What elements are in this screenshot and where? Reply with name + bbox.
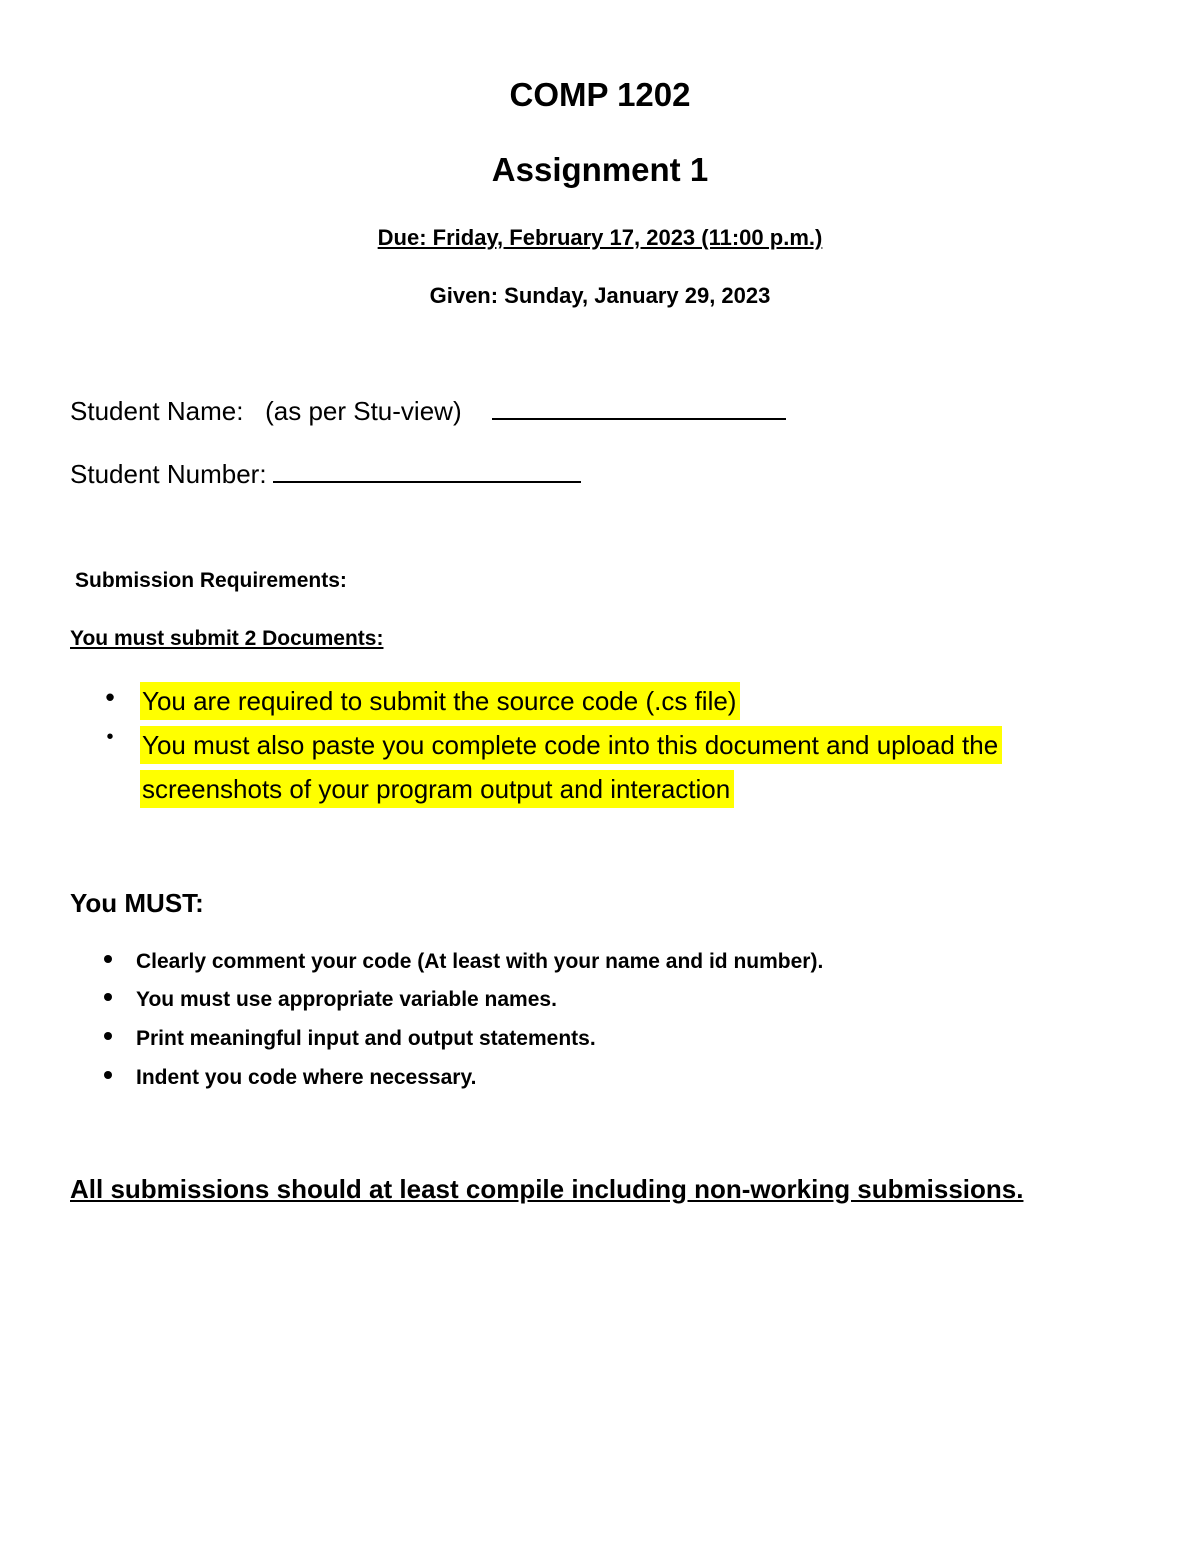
list-item-text: Indent you code where necessary. (136, 1066, 477, 1089)
list-item (104, 950, 823, 974)
assignment-title: Assignment 1 (491, 151, 709, 188)
student-number-row (70, 455, 581, 490)
list-item (104, 1027, 596, 1051)
list-item-text: You must use appropriate variable names. (136, 988, 557, 1011)
student-number-label: Student Number: (70, 459, 267, 489)
student-name-label: Student Name: (as per Stu-view) (70, 396, 462, 426)
course-code: COMP 1202 (509, 76, 691, 113)
bullet-icon (104, 1071, 112, 1079)
bullet-icon (104, 1032, 112, 1040)
list-item-text: Print meaningful input and output statements. (136, 1027, 596, 1050)
list-item (104, 988, 557, 1012)
given-date: Given: Sunday, January 29, 2023 (429, 283, 771, 308)
bullet-icon: • (105, 682, 115, 712)
submission-requirements-heading: Submission Requirements: (75, 569, 347, 592)
bullet-icon: • (106, 726, 114, 748)
highlighted-text: You must also paste you complete code into this document and upload the (140, 726, 1002, 764)
highlighted-text: You are required to submit the source code (.cs file) (140, 682, 740, 720)
bullet-icon (104, 993, 112, 1001)
highlighted-text: screenshots of your program output and interaction (140, 770, 734, 808)
list-item-text: Clearly comment your code (At least with your name and id number). (136, 950, 824, 973)
due-date: Due: Friday, February 17, 2023 (11:00 p.m.) (377, 225, 823, 250)
list-item (104, 1066, 476, 1090)
student-number-blank[interactable] (273, 455, 581, 483)
bullet-icon (104, 955, 112, 963)
submit-documents-heading: You must submit 2 Documents: (70, 627, 384, 650)
must-heading: You MUST: (70, 888, 204, 918)
student-name-row (70, 392, 786, 427)
final-note: All submissions should at least compile including non-working submissions. (70, 1174, 1024, 1204)
student-name-blank[interactable] (492, 392, 786, 420)
